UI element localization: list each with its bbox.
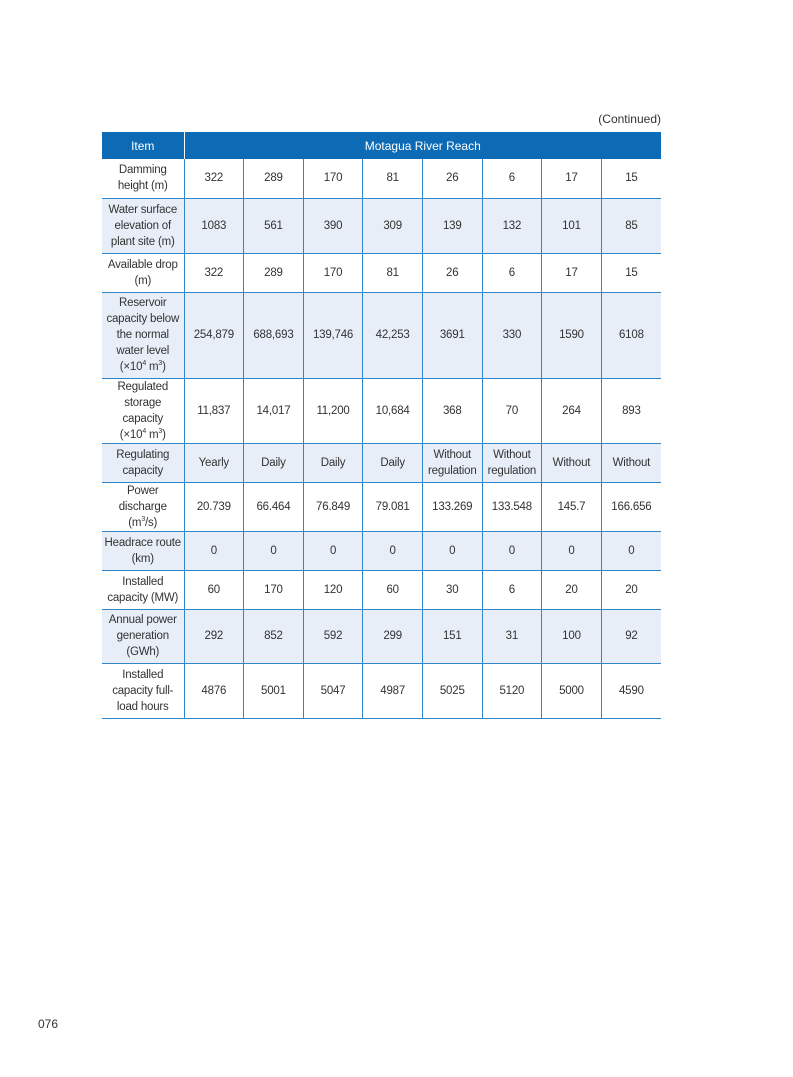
row-label-unit-mid: m (146, 361, 159, 373)
table-cell: 5001 (244, 663, 304, 718)
table-cell: 5000 (542, 663, 602, 718)
table-cell: 5025 (422, 663, 482, 718)
table-cell: 20.739 (184, 482, 244, 531)
table-cell: 330 (482, 292, 542, 378)
row-label-unit-pre: (×10 (119, 428, 143, 441)
table-cell: 151 (422, 609, 482, 663)
table-cell: 0 (542, 531, 602, 570)
table-cell: 14,017 (244, 378, 304, 443)
table-cell: 70 (482, 378, 542, 443)
table-cell: 309 (363, 198, 423, 253)
table-cell: 139 (422, 198, 482, 253)
header-item: Item (102, 132, 184, 159)
table-cell: 81 (363, 159, 423, 198)
row-label: Available drop (m) (102, 253, 184, 292)
table-cell: 139,746 (303, 292, 363, 378)
table-cell: 6108 (601, 292, 661, 378)
table-cell: 60 (184, 570, 244, 609)
table-cell: 17 (542, 159, 602, 198)
table-cell: 561 (244, 198, 304, 253)
table-row (102, 570, 661, 609)
row-label: Installed capacity full-load hours (102, 663, 184, 718)
row-label: Installed capacity (MW) (102, 570, 184, 609)
table-cell: 170 (303, 253, 363, 292)
table-cell: 81 (363, 253, 423, 292)
table-cell: 390 (303, 198, 363, 253)
table-cell: 688,693 (244, 292, 304, 378)
table-cell: 299 (363, 609, 423, 663)
table-cell: Daily (244, 443, 304, 482)
row-label: Regulating capacity (102, 443, 184, 482)
table-cell: 79.081 (363, 482, 423, 531)
table-row (102, 198, 661, 253)
table-cell: Daily (363, 443, 423, 482)
table-cell: 5047 (303, 663, 363, 718)
row-label-sup: 4 (142, 427, 147, 435)
row-label-sup: 3 (158, 360, 163, 368)
row-label-sup: 4 (142, 360, 147, 368)
table-cell: 292 (184, 609, 244, 663)
table-cell: 66.464 (244, 482, 304, 531)
row-label-main: Reservoir capacity below the normal water level (106, 297, 180, 357)
table-cell: 322 (184, 253, 244, 292)
table-cell: 6 (482, 570, 542, 609)
table-row (102, 253, 661, 292)
table-cell: 170 (244, 570, 304, 609)
table-cell: 170 (303, 159, 363, 198)
table-cell: 100 (542, 609, 602, 663)
table-cell: 289 (244, 253, 304, 292)
table-cell: 145.7 (542, 482, 602, 531)
table-cell: 120 (303, 570, 363, 609)
table-cell: 42,253 (363, 292, 423, 378)
table-cell: Without (542, 443, 602, 482)
table-cell: 132 (482, 198, 542, 253)
table-header-row (102, 132, 661, 159)
table-cell: Without regulation (422, 443, 482, 482)
table-cell: 20 (542, 570, 602, 609)
table-cell: 0 (422, 531, 482, 570)
row-label-unit-post: ) (162, 361, 166, 373)
table-cell: 3691 (422, 292, 482, 378)
table-cell: 852 (244, 609, 304, 663)
table-cell: 592 (303, 609, 363, 663)
table-cell: 4987 (363, 663, 423, 718)
table-cell: 11,200 (303, 378, 363, 443)
table-row (102, 663, 661, 718)
row-label-post: /s) (145, 516, 158, 529)
row-label: Headrace route (km) (102, 531, 184, 570)
table-cell: 289 (244, 159, 304, 198)
table-row (102, 531, 661, 570)
table-cell: 368 (422, 378, 482, 443)
table-cell: 101 (542, 198, 602, 253)
table-cell: 5120 (482, 663, 542, 718)
table-cell: 0 (363, 531, 423, 570)
table-cell: 10,684 (363, 378, 423, 443)
table-row (102, 482, 661, 531)
row-label-unit-mid: m (146, 428, 159, 441)
table-cell: Without regulation (482, 443, 542, 482)
table-cell: 85 (601, 198, 661, 253)
table-cell: 322 (184, 159, 244, 198)
table-cell: 11,837 (184, 378, 244, 443)
table-cell: 76.849 (303, 482, 363, 531)
table-cell: 6 (482, 159, 542, 198)
table-cell: 15 (601, 253, 661, 292)
header-reach: Motagua River Reach (184, 132, 661, 159)
table-cell: Without (601, 443, 661, 482)
row-label-main: Power discharge (m (118, 484, 167, 529)
table-row (102, 443, 661, 482)
table-cell: 0 (244, 531, 304, 570)
table-cell: 0 (482, 531, 542, 570)
hydropower-data-table (102, 132, 661, 719)
table-cell: 893 (601, 378, 661, 443)
table-cell: Daily (303, 443, 363, 482)
table-cell: 15 (601, 159, 661, 198)
table-cell: 60 (363, 570, 423, 609)
table-cell: 31 (482, 609, 542, 663)
row-label-sup: 3 (141, 515, 146, 523)
table-cell: Yearly (184, 443, 244, 482)
row-label: Water surface elevation of plant site (m) (102, 198, 184, 253)
table-cell: 264 (542, 378, 602, 443)
row-label (102, 378, 184, 443)
table-cell: 92 (601, 609, 661, 663)
table-cell: 0 (601, 531, 661, 570)
row-label-sup: 3 (158, 427, 163, 435)
table-cell: 133.269 (422, 482, 482, 531)
table-cell: 30 (422, 570, 482, 609)
table-cell: 133.548 (482, 482, 542, 531)
table-cell: 6 (482, 253, 542, 292)
table-cell: 1083 (184, 198, 244, 253)
row-label-main: Regulated storage capacity (117, 380, 169, 425)
row-label-unit-post: ) (162, 428, 166, 441)
table-cell: 26 (422, 159, 482, 198)
table-cell: 1590 (542, 292, 602, 378)
table-row (102, 609, 661, 663)
table-cell: 166.656 (601, 482, 661, 531)
row-label-unit-pre: (×10 (119, 361, 143, 373)
table-cell: 0 (303, 531, 363, 570)
table-cell: 20 (601, 570, 661, 609)
table-cell: 0 (184, 531, 244, 570)
continued-label: (Continued) (598, 112, 661, 126)
table-row (102, 378, 661, 443)
row-label: Damming height (m) (102, 159, 184, 198)
row-label (102, 482, 184, 531)
page-number: 076 (38, 1017, 59, 1031)
table-cell: 4590 (601, 663, 661, 718)
table-cell: 17 (542, 253, 602, 292)
row-label: Annual power generation (GWh) (102, 609, 184, 663)
table-row (102, 159, 661, 198)
table-cell: 254,879 (184, 292, 244, 378)
table-cell: 4876 (184, 663, 244, 718)
table-cell: 26 (422, 253, 482, 292)
table-row (102, 292, 661, 378)
row-label (102, 292, 184, 378)
